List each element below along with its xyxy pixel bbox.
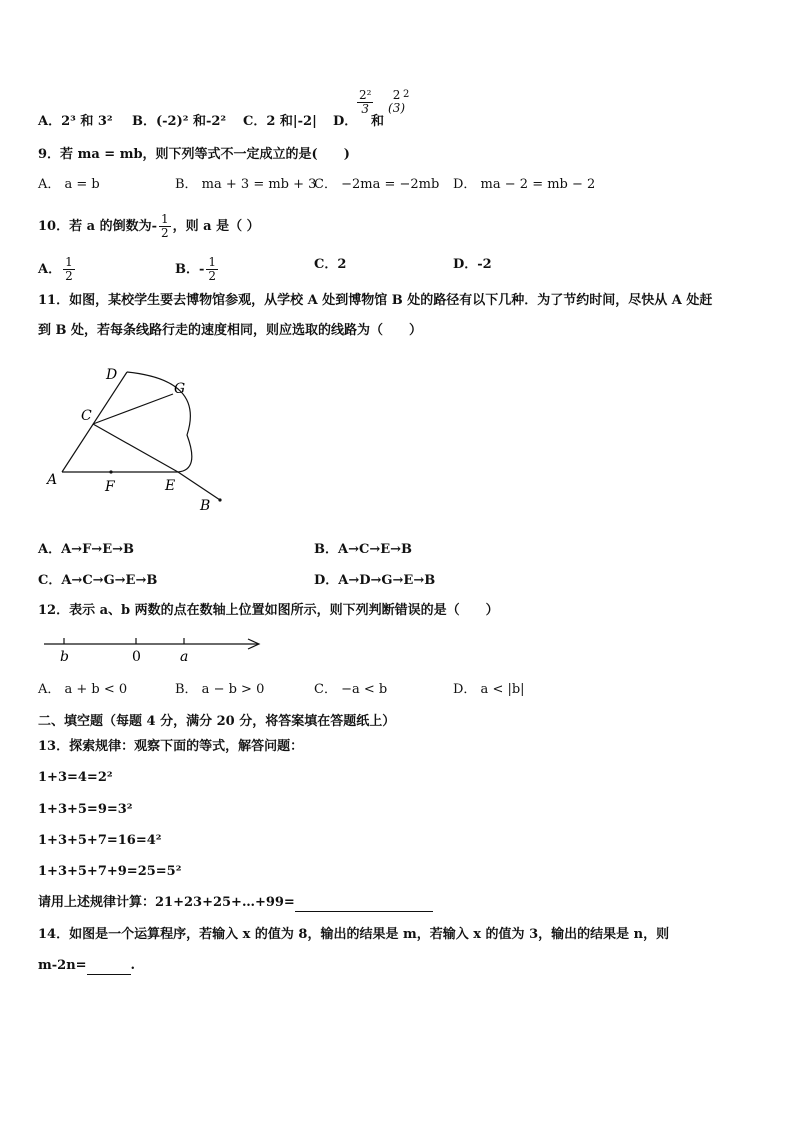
- q11-stem-line1: 11．如图，某校学生要去博物馆参观，从学校 A 处到博物馆 B 处的路径有以下几种．为了节约时间，尽快从 A 处赶: [38, 293, 713, 308]
- segment-c-g: [93, 394, 173, 424]
- q14-stem-line1: 14．如图是一个运算程序，若输入 x 的值为 8，输出的结果是 m，若输入 x 的值为 3，输出的结果是 n，则: [38, 927, 670, 942]
- label-c: C: [81, 408, 92, 424]
- q8-option-d-fraction-2: 2 (3): [388, 88, 406, 115]
- q12-stem: 12．表示 a、b 两数的点在数轴上位置如图所示，则下列判断错误的是（ ）: [38, 603, 499, 618]
- q9-option-c: C． −2ma = −2mb: [314, 177, 440, 192]
- tick-label-zero: 0: [132, 649, 141, 665]
- q11-option-b: B．A→C→E→B: [314, 542, 412, 557]
- q9-option-a: A． a = b: [38, 177, 100, 192]
- q8-option-d-label: D．: [333, 114, 358, 129]
- q10-stem-suffix: ，则 a 是（ ）: [172, 219, 260, 234]
- q10-stem-fraction: $\frac{1}{2}$: [160, 212, 169, 240]
- q8-option-b: B．(-2)² 和-2²: [132, 114, 227, 129]
- q11-route-diagram: [40, 360, 240, 520]
- q8-option-a: A．2³ 和 3²: [38, 114, 113, 129]
- q8-option-d-and: 和: [371, 114, 385, 129]
- segment-c-e: [93, 424, 178, 472]
- q13-equation-4: 1+3+5+7+9=25=5²: [38, 864, 182, 879]
- tick-label-b: b: [60, 649, 69, 665]
- label-g: G: [174, 381, 186, 397]
- q10-option-b: B．- $\frac{1}{2}$: [175, 255, 217, 283]
- q13-stem: 13．探索规律：观察下面的等式，解答问题：: [38, 739, 304, 754]
- q12-option-d: D． a < |b|: [453, 682, 525, 697]
- q9-option-d: D． ma − 2 = mb − 2: [453, 177, 596, 192]
- q12-option-c: C． −a < b: [314, 682, 388, 697]
- q13-equation-1: 1+3=4=2²: [38, 770, 113, 785]
- q12-number-line: [40, 632, 270, 666]
- q11-stem-line2: 到 B 处，若每条线路行走的速度相同，则应选取的线路为（ ）: [38, 323, 423, 338]
- tick-label-a: a: [180, 649, 189, 665]
- q8-option-c: C．2 和|-2|: [243, 114, 317, 129]
- q14-stem-line2-text: m-2n=: [38, 958, 87, 973]
- q8-option-d: [333, 88, 410, 131]
- q9-stem: 9．若 ma = mb，则下列等式不一定成立的是( ): [38, 147, 350, 162]
- q12-option-b: B． a − b > 0: [175, 682, 265, 697]
- q10-stem: [38, 213, 260, 240]
- q13-equation-3: 1+3+5+7=16=4²: [38, 833, 162, 848]
- label-a: A: [47, 472, 58, 488]
- q14-stem-line2: [38, 957, 135, 975]
- q10-stem-prefix: 10．若 a 的倒数为-: [38, 219, 157, 234]
- label-b: B: [200, 498, 211, 514]
- q13-answer-blank[interactable]: [295, 895, 433, 912]
- q11-option-d: D．A→D→G→E→B: [314, 573, 436, 588]
- q9-option-b: B． ma + 3 = mb + 3: [175, 177, 317, 192]
- point-f: [109, 470, 112, 473]
- segment-a-d: [62, 372, 127, 472]
- q11-option-a: A．A→F→E→B: [38, 542, 134, 557]
- label-f: F: [105, 479, 115, 495]
- q10-option-c: C．2: [314, 257, 347, 272]
- segment-e-b: [178, 472, 220, 500]
- q8-option-d-exponent: 2: [403, 89, 410, 100]
- q10-option-a: A． $\frac{1}{2}$: [38, 255, 73, 283]
- section-2-title: 二、填空题（每题 4 分，满分 20 分，将答案填在答题纸上）: [38, 714, 396, 729]
- q13-ask-text: 请用上述规律计算：21+23+25+…+99=: [38, 895, 295, 910]
- q10-option-d: D．-2: [453, 257, 492, 272]
- q8-option-d-fraction-1: $\frac{\text{2²}}{3}$: [359, 88, 372, 116]
- q12-option-a: A． a + b < 0: [38, 682, 128, 697]
- q13-ask: [38, 894, 433, 912]
- q14-stem-line2-end: .: [130, 958, 136, 973]
- point-b: [218, 498, 221, 501]
- label-d: D: [106, 367, 118, 383]
- label-e: E: [165, 478, 176, 494]
- q11-option-c: C．A→C→G→E→B: [38, 573, 158, 588]
- q13-equation-2: 1+3+5=9=3²: [38, 802, 133, 817]
- q14-answer-blank[interactable]: [87, 958, 131, 975]
